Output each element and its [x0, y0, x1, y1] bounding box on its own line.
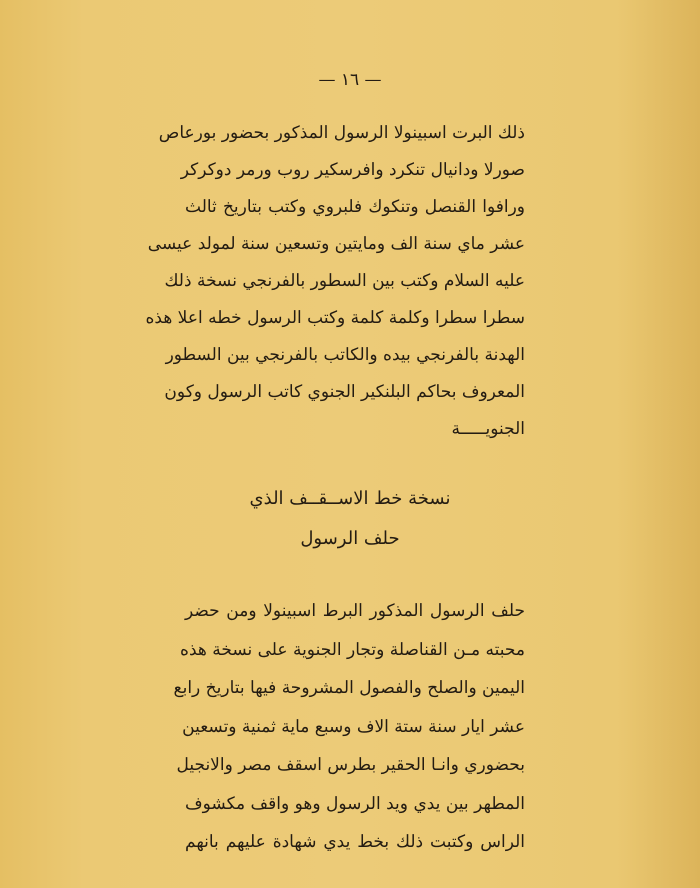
text-line: المطهر بين يدي ويد الرسول وهو واقف مكشوف [185, 793, 525, 814]
text-line: سطرا سطرا وكلمة كلمة وكتب الرسول خطه اعلا هذه [145, 308, 525, 328]
text-line: اليمين والصلح والفصول المشروحة فيها بتاريخ رابع [173, 678, 525, 698]
text-line: الجنويـــــة [451, 419, 525, 439]
text-line: الهدنة بالفرنجي بيده والكاتب بالفرنجي بين السطور [165, 345, 525, 365]
text-line: الراس وكتبت ذلك بخط يدي شهادة عليهم بانهم [185, 832, 525, 852]
paragraph-1 [145, 115, 525, 448]
text-line: عشر ايار سنة ستة الاف وسبع ماية ثمنية وتسعين [182, 716, 525, 737]
section-subheading: حلف الرسول [300, 528, 400, 549]
text-line: عشر ماي سنة الف ومايتين وتسعين سنة لمولد عيسى [147, 234, 525, 254]
text-line: المعروف بحاكم البلنكير الجنوي كاتب الرسول وكون [164, 382, 525, 402]
text-line: عليه السلام وكتب بين السطور بالفرنجي نسخة ذلك [164, 271, 525, 291]
page-number: — ١٦ — [318, 70, 382, 90]
text-line: محبته مـن القناصلة وتجار الجنوية على نسخة هذه [180, 639, 525, 660]
text-line: حلف الرسول المذكور البرط اسبينولا ومن حضر [185, 601, 525, 621]
text-line: بحضوري وانـا الحقير بطرس اسقف مصر والانجيل [176, 755, 525, 775]
text-line: ذلك البرت اسبينولا الرسول المذكور بحضور بورعاص [158, 123, 525, 143]
text-line: ورافوا القنصل وتنكوك فلبروي وكتب بتاريخ ثالث [185, 197, 525, 217]
paragraph-2 [173, 592, 525, 862]
section-heading: نسخة خط الاســقــف الذي [249, 488, 451, 509]
text-line: صورلا ودانيال تنكرد وافرسكير روب ورمر دوكركر [180, 160, 525, 180]
